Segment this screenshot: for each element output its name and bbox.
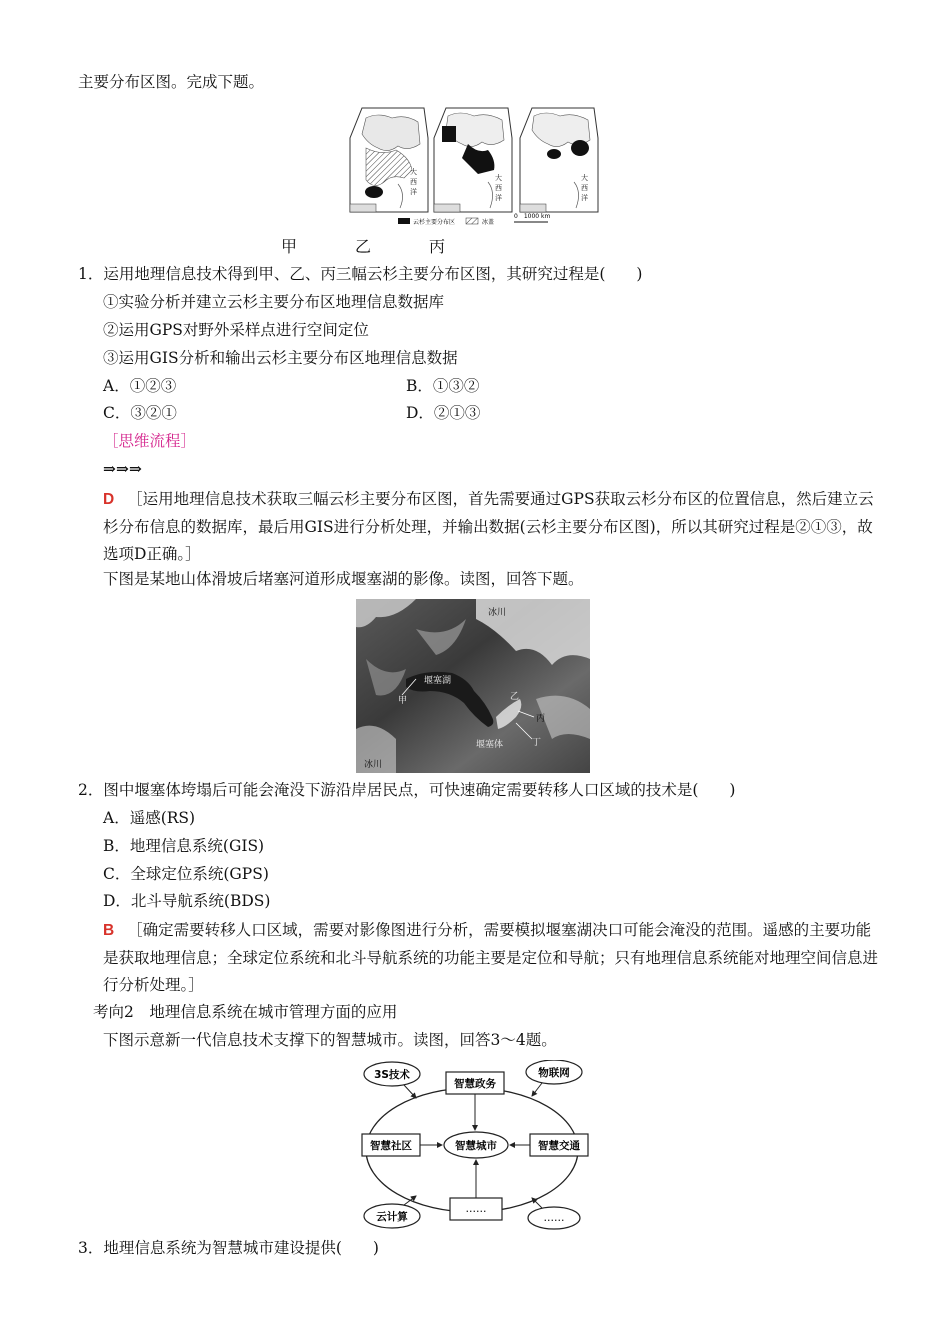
scale-label: 0 1000 km bbox=[514, 213, 551, 220]
legend-ice-swatch bbox=[466, 218, 478, 224]
ocean-label-2: 西 bbox=[410, 178, 417, 186]
label-traffic: 智慧交通 bbox=[538, 1140, 580, 1152]
label-gov: 智慧政务 bbox=[454, 1078, 496, 1090]
glacier-label-top: 冰川 bbox=[488, 608, 507, 618]
q2-intro: 下图是某地山体滑坡后堵塞河道形成堰塞湖的影像。读图，回答下题。 bbox=[103, 570, 584, 588]
intro-text: 主要分布区图。完成下题。 bbox=[78, 73, 265, 91]
arrow-3s bbox=[404, 1085, 416, 1098]
q1-answer: D bbox=[103, 491, 115, 508]
ocean-label-2b: 西 bbox=[495, 184, 502, 192]
point-yi: 乙 bbox=[510, 692, 520, 702]
q1-option-a: A．①②③ bbox=[103, 377, 177, 395]
label-community: 智慧社区 bbox=[370, 1140, 412, 1152]
arrow-cloud bbox=[404, 1196, 416, 1205]
point-bing: 丙 bbox=[536, 714, 546, 724]
q1-option-d: D．②①③ bbox=[406, 404, 481, 422]
q2-option-a: A．遥感(RS) bbox=[103, 809, 196, 827]
legend-dist-label: 云杉主要分布区 bbox=[413, 219, 456, 226]
map-label-yi: 乙 bbox=[355, 237, 372, 256]
legend-ice-label: 冰盖 bbox=[482, 219, 495, 226]
q1-option-b: B．①③② bbox=[406, 377, 480, 395]
ocean-label-3: 洋 bbox=[410, 188, 417, 196]
ocean-label-3c: 洋 bbox=[581, 194, 588, 202]
q1-item-3: ③运用GIS分析和输出云杉主要分布区地理信息数据 bbox=[103, 349, 458, 367]
arrow-iot bbox=[532, 1083, 542, 1096]
q1-option-c: C．③②① bbox=[103, 404, 177, 422]
dam-label: 堰塞体 bbox=[476, 740, 504, 750]
label-iot: 物联网 bbox=[538, 1067, 570, 1079]
q2-stem: 2．图中堰塞体垮塌后可能会淹没下游沿岸居民点，可快速确定需要转移人口区域的技术是( ) bbox=[78, 781, 736, 799]
legend-dist-swatch bbox=[398, 218, 410, 224]
q2-answer-block bbox=[103, 917, 879, 1000]
map-label-bing: 丙 bbox=[429, 237, 446, 256]
section-heading: 考向2 地理信息系统在城市管理方面的应用 bbox=[93, 1003, 398, 1021]
barrier-lake-satellite-image bbox=[356, 599, 590, 773]
label-dots-oval: …… bbox=[543, 1212, 565, 1224]
q3-stem: 3．地理信息系统为智慧城市建设提供( ) bbox=[78, 1239, 379, 1257]
label-dots-box: …… bbox=[465, 1203, 487, 1215]
q1-answer-block bbox=[103, 486, 879, 569]
q2-option-c: C．全球定位系统(GPS) bbox=[103, 865, 269, 883]
spruce-distribution-maps bbox=[348, 104, 608, 228]
ocean-label-1: 大 bbox=[410, 168, 417, 176]
point-ding: 丁 bbox=[532, 738, 542, 748]
ocean-label-1b: 大 bbox=[495, 174, 502, 182]
smart-city-diagram bbox=[352, 1060, 592, 1232]
thinking-flow-title: ［思维流程］ bbox=[103, 432, 197, 450]
q2-option-d: D．北斗导航系统(BDS) bbox=[103, 892, 271, 910]
q3-intro: 下图示意新一代信息技术支撑下的智慧城市。读图，回答3～4题。 bbox=[103, 1031, 557, 1049]
q2-answer: B bbox=[103, 922, 115, 939]
ocean-label-2c: 西 bbox=[581, 184, 588, 192]
glacier-label-bottom: 冰川 bbox=[364, 760, 383, 770]
q2-explanation: ［确定需要转移人口区域，需要对影像图进行分析，需要模拟堰塞湖决口可能会淹没的范围。遥感的主要功能是获取地理信息；全球定位系统和北斗导航系统的功能主要是定位和导航；只有地理信息系统能对地理空间信息进行分析处理。］ bbox=[103, 921, 879, 994]
lake-label: 堰塞湖 bbox=[424, 676, 452, 686]
flow-arrows: ⇒⇒⇒ bbox=[103, 459, 142, 478]
q1-item-1: ①实验分析并建立云杉主要分布区地理信息数据库 bbox=[103, 293, 445, 311]
label-city: 智慧城市 bbox=[455, 1140, 497, 1152]
ocean-label-1c: 大 bbox=[581, 174, 588, 182]
q1-stem: 1．运用地理信息技术得到甲、乙、丙三幅云杉主要分布区图，其研究过程是( ) bbox=[78, 265, 643, 283]
q1-item-2: ②运用GPS对野外采样点进行空间定位 bbox=[103, 321, 369, 339]
map-label-jia: 甲 bbox=[281, 237, 298, 256]
q2-option-b: B．地理信息系统(GIS) bbox=[103, 837, 265, 855]
q1-explanation: ［运用地理信息技术获取三幅云杉主要分布区图，首先需要通过GPS获取云杉分布区的位置信息，然后建立云杉分布信息的数据库，最后用GIS进行分析处理，并输出数据(云杉主要分布区图)，所以其研究过程是②①③，故选项D正确。］ bbox=[103, 490, 874, 563]
point-jia: 甲 bbox=[398, 696, 408, 706]
label-3s: 3S技术 bbox=[374, 1069, 410, 1081]
map-jia bbox=[350, 108, 428, 212]
ocean-label-3b: 洋 bbox=[495, 194, 502, 202]
label-cloud: 云计算 bbox=[376, 1211, 408, 1223]
